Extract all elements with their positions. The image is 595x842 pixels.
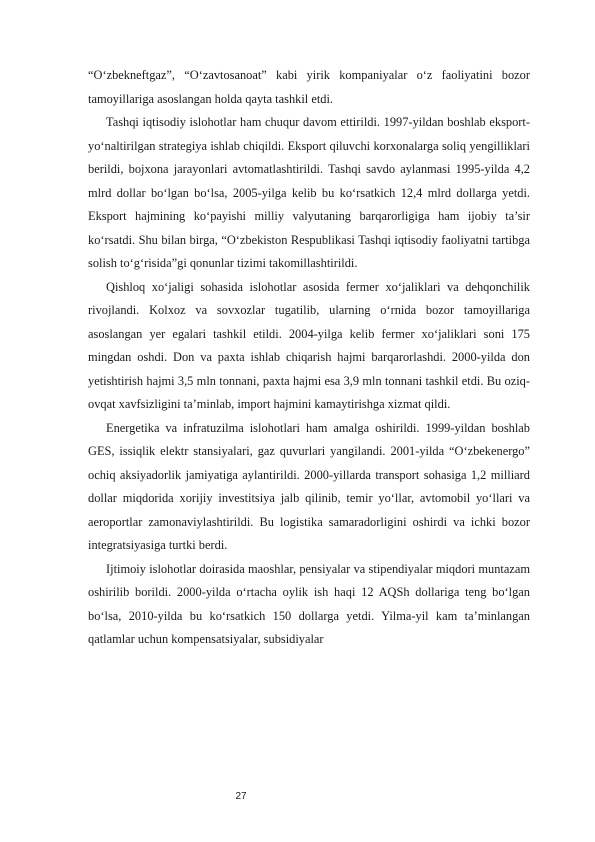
paragraph-foreign-economic-reforms: Tashqi iqtisodiy islohotlar ham chuqur davom ettirildi. 1997-yildan boshlab eksport-yo‘naltirilgan strategiya ishlab chiqildi. Eksport qiluvchi korxonalarga soliq yengilliklari berildi, bojxona jarayonlari avtomatlashtirildi. Tashqi savdo aylanmasi 1995-yilda 4,2 mlrd dollar bo‘lgan bo‘lsa, 2005-yilga kelib bu ko‘rsatkich 12,4 mlrd dollarga yetdi. Eksport hajmining ko‘payishi milliy valyutaning barqarorligiga ham ijobiy ta’sir ko‘rsatdi. Shu bilan birga, “O‘zbekiston Respublikasi Tashqi iqtisodiy faoliyatni tartibga solish to‘g‘risida”gi qonunlar tizimi takomillashtirildi. xyxy=(88,115,530,270)
paragraph-agriculture-reforms: Qishloq xo‘jaligi sohasida islohotlar asosida fermer xo‘jaliklari va dehqonchilik rivojlandi. Kolxoz va sovxozlar tugatilib, ularning o‘rnida bozor tamoyillariga asoslangan yer egalari tashkil etildi. 2004-yilga kelib fermer xo‘jaliklari soni 175 mingdan oshdi. Don va paxta ishlab chiqarish hajmi barqarorlashdi. 2000-yilda don yetishtirish hajmi 3,5 mln tonnani, paxta hajmi esa 3,9 mln tonnani tashkil etdi. Bu oziq-ovqat xavfsizligini ta’minlab, import hajmini kamaytirishga xizmat qildi. xyxy=(88,279,530,411)
page-number: 27 xyxy=(235,791,247,802)
paragraph-social-reforms: Ijtimoiy islohotlar doirasida maoshlar, pensiyalar va stipendiyalar miqdori muntazam oshirilib borildi. 2000-yilda o‘rtacha oylik ish haqi 12 AQSh dollariga teng bo‘lgan bo‘lsa, 2010-yilda bu ko‘rsatkich 150 dollarga yetdi. Yilma-yil kam ta’minlangan qatlamlar uchun kompensatsiyalar, subsidiyalar xyxy=(88,561,530,646)
paragraph-continued: “O‘zbekneftgaz”, “O‘zavtosanoat” kabi yirik kompaniyalar o‘z faoliyatini bozor tamoyillariga asoslangan holda qayta tashkil etdi. xyxy=(88,68,530,106)
paragraph-energy-infrastructure: Energetika va infratuzilma islohotlari ham amalga oshirildi. 1999-yildan boshlab GES, issiqlik elektr stansiyalari, gaz quvurlari yangilandi. 2001-yilda “O‘zbekenergo” ochiq aksiyadorlik jamiyatiga aylantirildi. 2000-yillarda transport sohasiga 1,2 milliard dollar miqdorida xorijiy investitsiya jalb qilinib, temir yo‘llar, avtomobil yo‘llari va aeroportlar zamonaviylashtirildi. Bu logistika samaradorligini oshirdi va ichki bozor integratsiyasiga turtki berdi. xyxy=(88,420,530,552)
body-text xyxy=(88,64,530,652)
